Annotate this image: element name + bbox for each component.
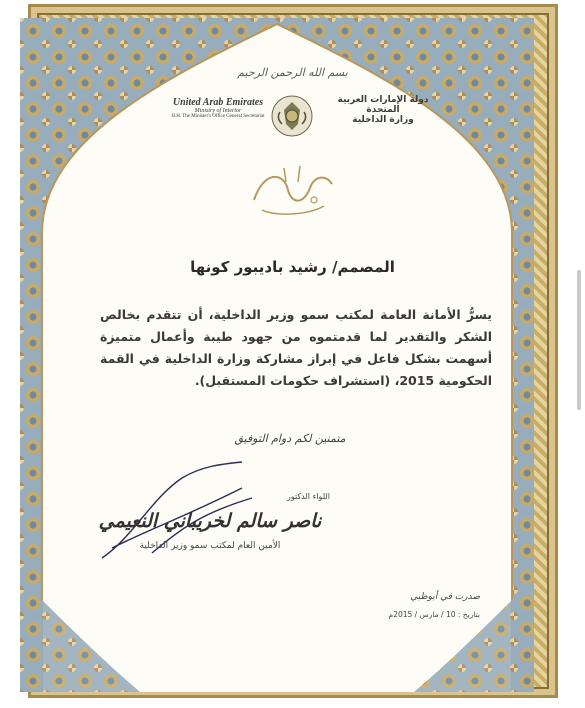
signatory-role: الأمين العام لمكتب سمو وزير الداخلية bbox=[139, 541, 281, 551]
issued-place: صدرت في أبوظبي bbox=[410, 592, 480, 602]
office-en: H.H. The Minister's Office General Secretariat bbox=[171, 114, 265, 119]
closing-wish: متمنين لكم دوام التوفيق bbox=[234, 432, 346, 445]
calligraphy-text: شهادة شكر وتقدير bbox=[288, 218, 296, 219]
basmala: بسم الله الرحمن الرحيم bbox=[237, 66, 348, 79]
recipient-name: المصمم/ رشيد باديبور كونها bbox=[190, 258, 395, 276]
uae-emblem-icon bbox=[270, 94, 314, 138]
ministry-en: Ministry of Interior bbox=[194, 108, 242, 114]
ministry-ar: وزارة الداخلية bbox=[352, 115, 414, 125]
issued-date: بتاريخ : 10 / مارس / 2015م bbox=[388, 610, 480, 619]
country-ar: دولة الإمارات العربية المتحدة bbox=[337, 95, 429, 115]
country-en: United Arab Emirates bbox=[172, 97, 264, 108]
signatory-name: ناصر سالم لخريباني النعيمي bbox=[98, 510, 322, 532]
calligraphy-title bbox=[244, 160, 340, 220]
header-arabic bbox=[328, 95, 438, 125]
header-english bbox=[168, 97, 268, 119]
certificate-body: يسرُّ الأمانة العامة لمكتب سمو وزير الداخلية، أن تتقدم بخالص الشكر والتقدير لما قدمتموه من جهود طيبة وأعمال متميزة أسهمت بشكل فاعل في إبراز مشاركة وزارة الداخلية في القمة الحكومية 2015، (استشراف حكومات المستقبل). bbox=[100, 307, 492, 388]
signatory-title: اللواء الدكتور bbox=[286, 492, 330, 501]
